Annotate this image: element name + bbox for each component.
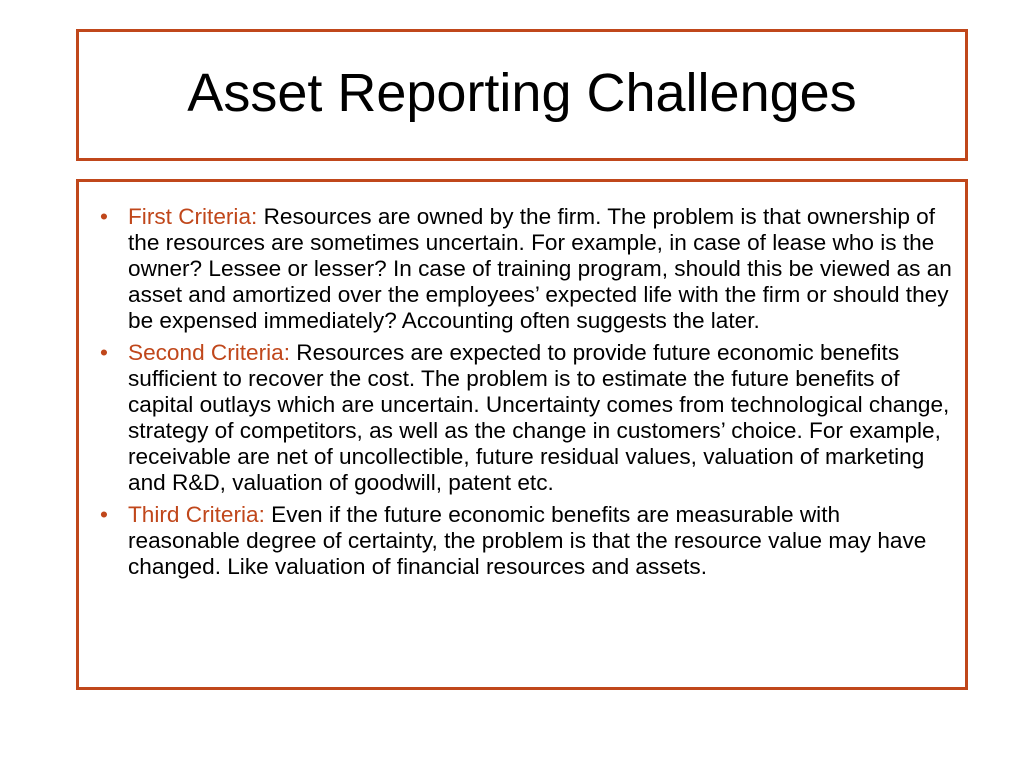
bullet-label: First Criteria: bbox=[128, 204, 258, 229]
bullet-icon: • bbox=[100, 204, 108, 229]
bullet-item-third-criteria bbox=[89, 502, 955, 580]
bullet-label: Third Criteria: bbox=[128, 502, 265, 527]
bullet-text: Even if the future economic benefits are measurable with reasonable degree of certainty, the problem is that the resource value may have changed. Like valuation of financial resources and assets. bbox=[128, 502, 927, 579]
bullet-item-second-criteria bbox=[89, 340, 955, 496]
title-box bbox=[76, 29, 968, 161]
bullet-text: Resources are expected to provide future economic benefits sufficient to recover the cost. The problem is to estimate the future benefits of capital outlays which are uncertain. Uncertainty comes from technological change, strategy of competitors, as well as the change in customers’ choice. For example, receivable are net of uncollectible, future residual values, valuation of marketing and R&D, valuation of goodwill, patent etc. bbox=[128, 340, 950, 495]
bullet-text: Resources are owned by the firm. The problem is that ownership of the resources are sometimes uncertain. For example, in case of lease who is the owner? Lessee or lesser? In case of training program, should this be viewed as an asset and amortized over the employees’ expected life with the firm or should they be expensed immediately? Accounting often suggests the later. bbox=[128, 204, 952, 333]
bullet-item-first-criteria bbox=[89, 204, 955, 334]
bullet-icon: • bbox=[100, 502, 108, 527]
bullet-icon: • bbox=[100, 340, 108, 365]
slide-title: Asset Reporting Challenges bbox=[187, 63, 857, 123]
bullet-list bbox=[89, 204, 955, 586]
bullet-label: Second Criteria: bbox=[128, 340, 290, 365]
content-box bbox=[76, 179, 968, 690]
